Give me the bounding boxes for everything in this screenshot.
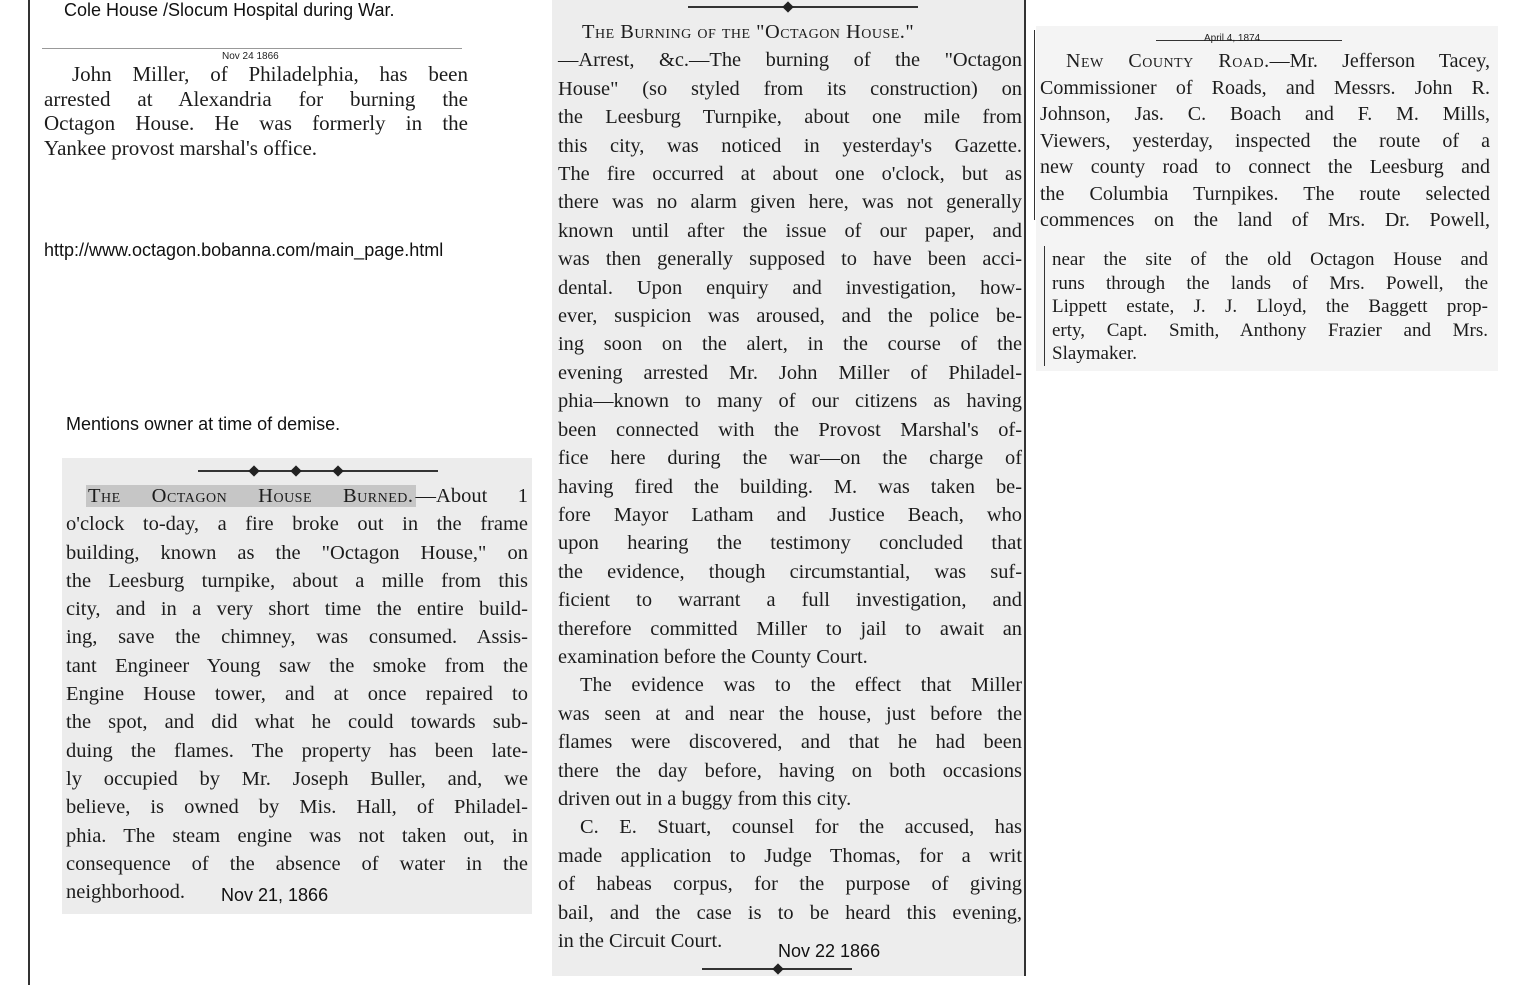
source-url-annotation: http://www.octagon.bobanna.com/main_page.html bbox=[44, 240, 444, 260]
clip-road-text-continued bbox=[1052, 248, 1488, 366]
text-line: Octagon House. He was formerly in the bbox=[44, 111, 468, 135]
clip-top-rule bbox=[42, 48, 462, 49]
clip-arrest-text bbox=[44, 62, 468, 160]
text-line: upon hearing the testimony concluded that bbox=[558, 532, 1022, 555]
text-line: ever, suspicion was aroused, and the police be- bbox=[558, 305, 1022, 328]
text-line: city, and in a very short time the entire build- bbox=[66, 598, 528, 621]
ornament-diamond-icon bbox=[248, 465, 259, 476]
ornament-diamond-icon bbox=[332, 465, 343, 476]
clip-ornament-rule bbox=[688, 6, 918, 8]
clip-road-text bbox=[1040, 48, 1490, 234]
text-line: driven out in a buggy from this city. bbox=[558, 787, 852, 810]
text-line: —Arrest, &c.—The burning of the "Octagon bbox=[558, 49, 1022, 72]
text-line: therefore committed Miller to jail to await an bbox=[558, 617, 1022, 640]
text-line: dental. Upon enquiry and investigation, how- bbox=[558, 276, 1022, 299]
newspaper-clipping-county-road bbox=[1036, 26, 1498, 371]
text-line: duing the flames. The property has been late- bbox=[66, 739, 528, 762]
text-line: ficient to warrant a full investigation, and bbox=[558, 589, 1022, 612]
text-line: having fired the building. M. was taken be- bbox=[558, 475, 1022, 498]
newspaper-clipping-fire bbox=[62, 458, 532, 914]
text-line: John Miller, of Philadelphia, has been bbox=[72, 62, 468, 86]
text-line: o'clock to-day, a fire broke out in the frame bbox=[66, 513, 528, 536]
text-line: runs through the lands of Mrs. Powell, the bbox=[1052, 272, 1488, 294]
newspaper-clipping-arrest bbox=[42, 46, 470, 174]
text-line: Slaymaker. bbox=[1052, 343, 1137, 364]
column-rule bbox=[1044, 246, 1045, 366]
text-line: in the Circuit Court. bbox=[558, 930, 723, 952]
ornament-diamond-icon bbox=[782, 1, 793, 12]
text-line: The fire occurred at about one o'clock, but as bbox=[558, 163, 1022, 186]
text-line: been connected with the Provost Marshal's of- bbox=[558, 418, 1022, 441]
text-line: the Columbia Turnpikes. The route selected bbox=[1040, 182, 1490, 205]
text-line: phia—known to many of our citizens as having bbox=[558, 390, 1022, 413]
text-line: C. E. Stuart, counsel for the accused, has bbox=[580, 816, 1022, 839]
date-label-clip1: Nov 24 1866 bbox=[222, 51, 279, 62]
text-line: the spot, and did what he could towards sub- bbox=[66, 711, 528, 734]
clip-heading: The Burning of the "Octagon House." bbox=[582, 21, 915, 43]
text-line: known until after the issue of our paper, and bbox=[558, 219, 1022, 242]
ornament-diamond-icon bbox=[772, 963, 783, 974]
text-line: Lippett estate, J. J. Lloyd, the Baggett prop- bbox=[1052, 296, 1488, 317]
text-line: believe, is owned by Mis. Hall, of Philadel- bbox=[66, 796, 528, 819]
text-line: evening arrested Mr. John Miller of Philadel- bbox=[558, 361, 1022, 384]
text-line: ing soon on the alert, in the course of the bbox=[558, 333, 1022, 356]
text-line: The evidence was to the effect that Miller bbox=[580, 674, 1022, 697]
text-line: the Leesburg Turnpike, about one mile from bbox=[558, 106, 1022, 129]
column-rule bbox=[1034, 30, 1035, 220]
text-line: was then generally supposed to have been acci- bbox=[558, 248, 1022, 271]
clip-ornament-rule bbox=[198, 470, 438, 472]
text-line: of habeas corpus, for the purpose of giving bbox=[558, 873, 1022, 896]
text-line: ing, save the chimney, was consumed. Assis- bbox=[66, 626, 528, 649]
date-label-clip4: April 4, 1874 bbox=[1204, 33, 1261, 44]
text-line: made application to Judge Thomas, for a writ bbox=[558, 844, 1022, 867]
text-line: arrested at Alexandria for burning the bbox=[44, 86, 468, 111]
text-line: erty, Capt. Smith, Anthony Frazier and Mrs. bbox=[1052, 319, 1488, 341]
date-label-clip3: Nov 22 1866 bbox=[778, 941, 881, 961]
text-line: The Octagon House Burned.—About 1 bbox=[88, 485, 528, 507]
text-line: examination before the County Court. bbox=[558, 645, 868, 668]
text-line: building, known as the "Octagon House," on bbox=[66, 541, 528, 564]
text-line: bail, and the case is to be heard this evening, bbox=[558, 901, 1022, 924]
clip-burning-text bbox=[558, 18, 1022, 955]
text-line: the evidence, though circumstantial, was suf- bbox=[558, 560, 1022, 583]
text-line: commences on the land of Mrs. Dr. Powell, bbox=[1040, 209, 1490, 231]
text-line: ly occupied by Mr. Joseph Buller, and, we bbox=[66, 767, 528, 790]
text-line: Johnson, Jas. C. Boach and F. M. Mills, bbox=[1040, 103, 1490, 125]
text-line: consequence of the absence of water in the bbox=[66, 852, 528, 875]
text-line: fice here during the war—on the charge of bbox=[558, 447, 1022, 470]
date-label-clip2: Nov 21, 1866 bbox=[221, 885, 329, 905]
text-line: New County Road.—Mr. Jefferson Tacey, bbox=[1066, 50, 1490, 72]
text-line: tant Engineer Young saw the smoke from the bbox=[66, 654, 528, 677]
text-line bbox=[558, 18, 1022, 46]
page-title-annotation: Cole House /Slocum Hospital during War. bbox=[64, 0, 395, 20]
clip-heading: New County Road. bbox=[1066, 50, 1270, 72]
text-line: neighborhood. bbox=[66, 881, 185, 904]
text-line: was seen at and near the house, just before the bbox=[558, 702, 1022, 725]
text-line: Viewers, yesterday, inspected the route of a bbox=[1040, 129, 1490, 152]
clip-fire-text bbox=[66, 482, 528, 906]
text-line: there was no alarm given here, was not generally bbox=[558, 191, 1022, 214]
text-line: near the site of the old Octagon House and bbox=[1052, 249, 1488, 270]
owner-note-annotation: Mentions owner at time of demise. bbox=[66, 414, 341, 434]
text-line: there the day before, having on both occasions bbox=[558, 759, 1022, 782]
text-line: fore Mayor Latham and Justice Beach, who bbox=[558, 503, 1022, 526]
text-line: Engine House tower, and at once repaired to bbox=[66, 683, 528, 706]
text-line: phia. The steam engine was not taken out, in bbox=[66, 824, 528, 847]
ornament-diamond-icon bbox=[290, 465, 301, 476]
text-line: this city, was noticed in yesterday's Gazette. bbox=[558, 134, 1022, 157]
left-margin-rule bbox=[28, 0, 30, 985]
text-line: flames were discovered, and that he had been bbox=[558, 731, 1022, 754]
newspaper-clipping-burning bbox=[552, 0, 1026, 976]
text-line: new county road to connect the Leesburg and bbox=[1040, 156, 1490, 178]
text-line: Yankee provost marshal's office. bbox=[44, 135, 318, 160]
clip-heading: The Octagon House Burned. bbox=[88, 485, 414, 507]
text-line: the Leesburg turnpike, about a mille from this bbox=[66, 569, 528, 592]
column-rule bbox=[1024, 0, 1026, 976]
text-line: House" (so styled from its construction) on bbox=[558, 77, 1022, 100]
text-line: Commissioner of Roads, and Messrs. John R. bbox=[1040, 76, 1490, 99]
